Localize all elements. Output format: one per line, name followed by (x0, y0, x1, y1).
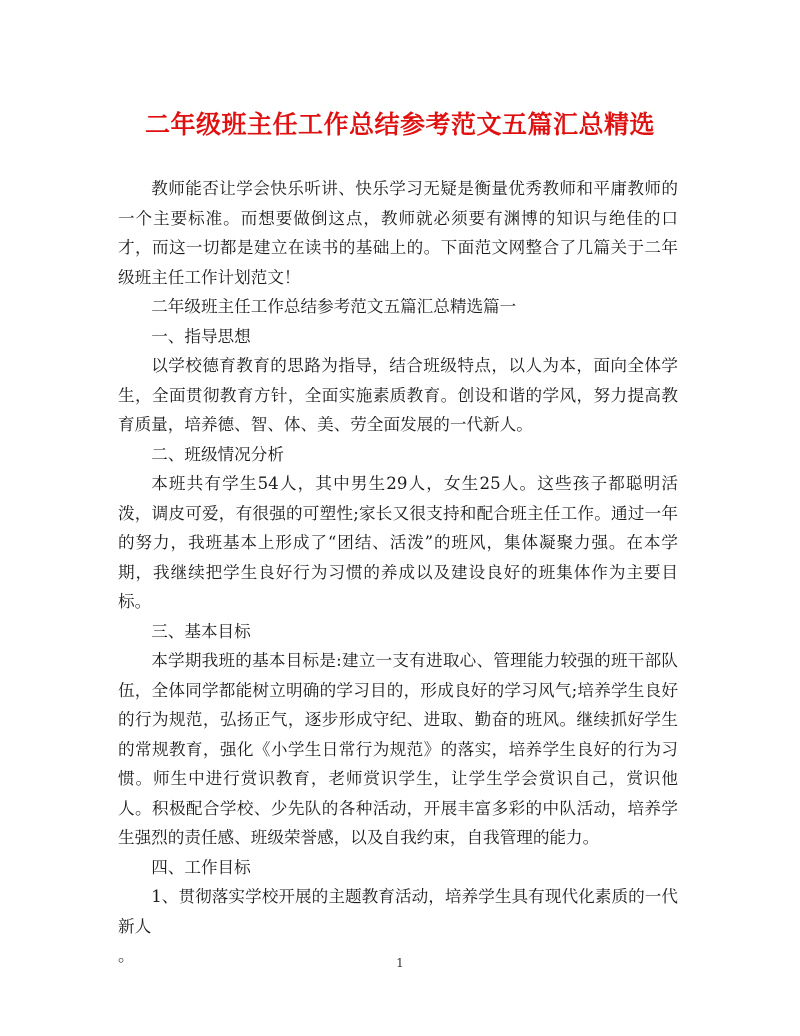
paragraph-work-goal-1: 1、贯彻落实学校开展的主题教育活动，培养学生具有现代化素质的一代新人 (118, 887, 678, 936)
heading-basic-goals: 三、基本目标 (151, 621, 251, 641)
heading-class-analysis: 二、班级情况分析 (151, 444, 284, 464)
document-title: 二年级班主任工作总结参考范文五篇汇总精选 (144, 110, 655, 139)
paragraph-class-analysis: 本班共有学生54人，其中男生29人，女生25人。这些孩子都聪明活泼，调皮可爱，有很强的可塑性;家长又很支持和配合班主任工作。通过一年的努力，我班基本上形成了“团结、活泼”的班风，集体凝聚力强。在本学期，我继续把学生良好行为习惯的养成以及建设良好的班集体作为主要目标。 (118, 474, 678, 611)
heading-guiding-ideology: 一、指导思想 (151, 326, 251, 346)
section-heading-part-one: 二年级班主任工作总结参考范文五篇汇总精选篇一 (151, 297, 517, 316)
paragraph-basic-goals: 本学期我班的基本目标是:建立一支有进取心、管理能力较强的班干部队伍，全体同学都能树立明确的学习目的，形成良好的学习风气;培养学生良好的行为规范，弘扬正气，逐步形成守纪、进取、勤奋的班风。继续抓好学生的常规教育，强化《小学生日常行为规范》的落实，培养学生良好的行为习惯。师生中进行赏识教育，老师赏识学生，让学生学会赏识自己，赏识他人。积极配合学校、少先队的各种活动，开展丰富多彩的中队活动，培养学生强烈的责任感、班级荣誉感，以及自我约束，自我管理的能力。 (118, 651, 678, 847)
document-body (118, 174, 678, 971)
intro-paragraph: 教师能否让学会快乐听讲、快乐学习无疑是衡量优秀教师和平庸教师的一个主要标准。而想要做倒这点，教师就必须要有渊博的知识与绝佳的口才，而这一切都是建立在读书的基础上的。下面范文网整合了几篇关于二年级班主任工作计划范文！ (118, 179, 678, 287)
heading-work-goals: 四、工作目标 (151, 857, 251, 877)
page-number: 1 (396, 956, 404, 970)
paragraph-guiding-ideology: 以学校德育教育的思路为指导，结合班级特点，以人为本，面向全体学生，全面贯彻教育方针，全面实施素质教育。创设和谐的学风，努力提高教育质量，培养德、智、体、美、劳全面发展的一代新人。 (118, 356, 678, 434)
paragraph-trailing-period: 。 (118, 946, 135, 965)
